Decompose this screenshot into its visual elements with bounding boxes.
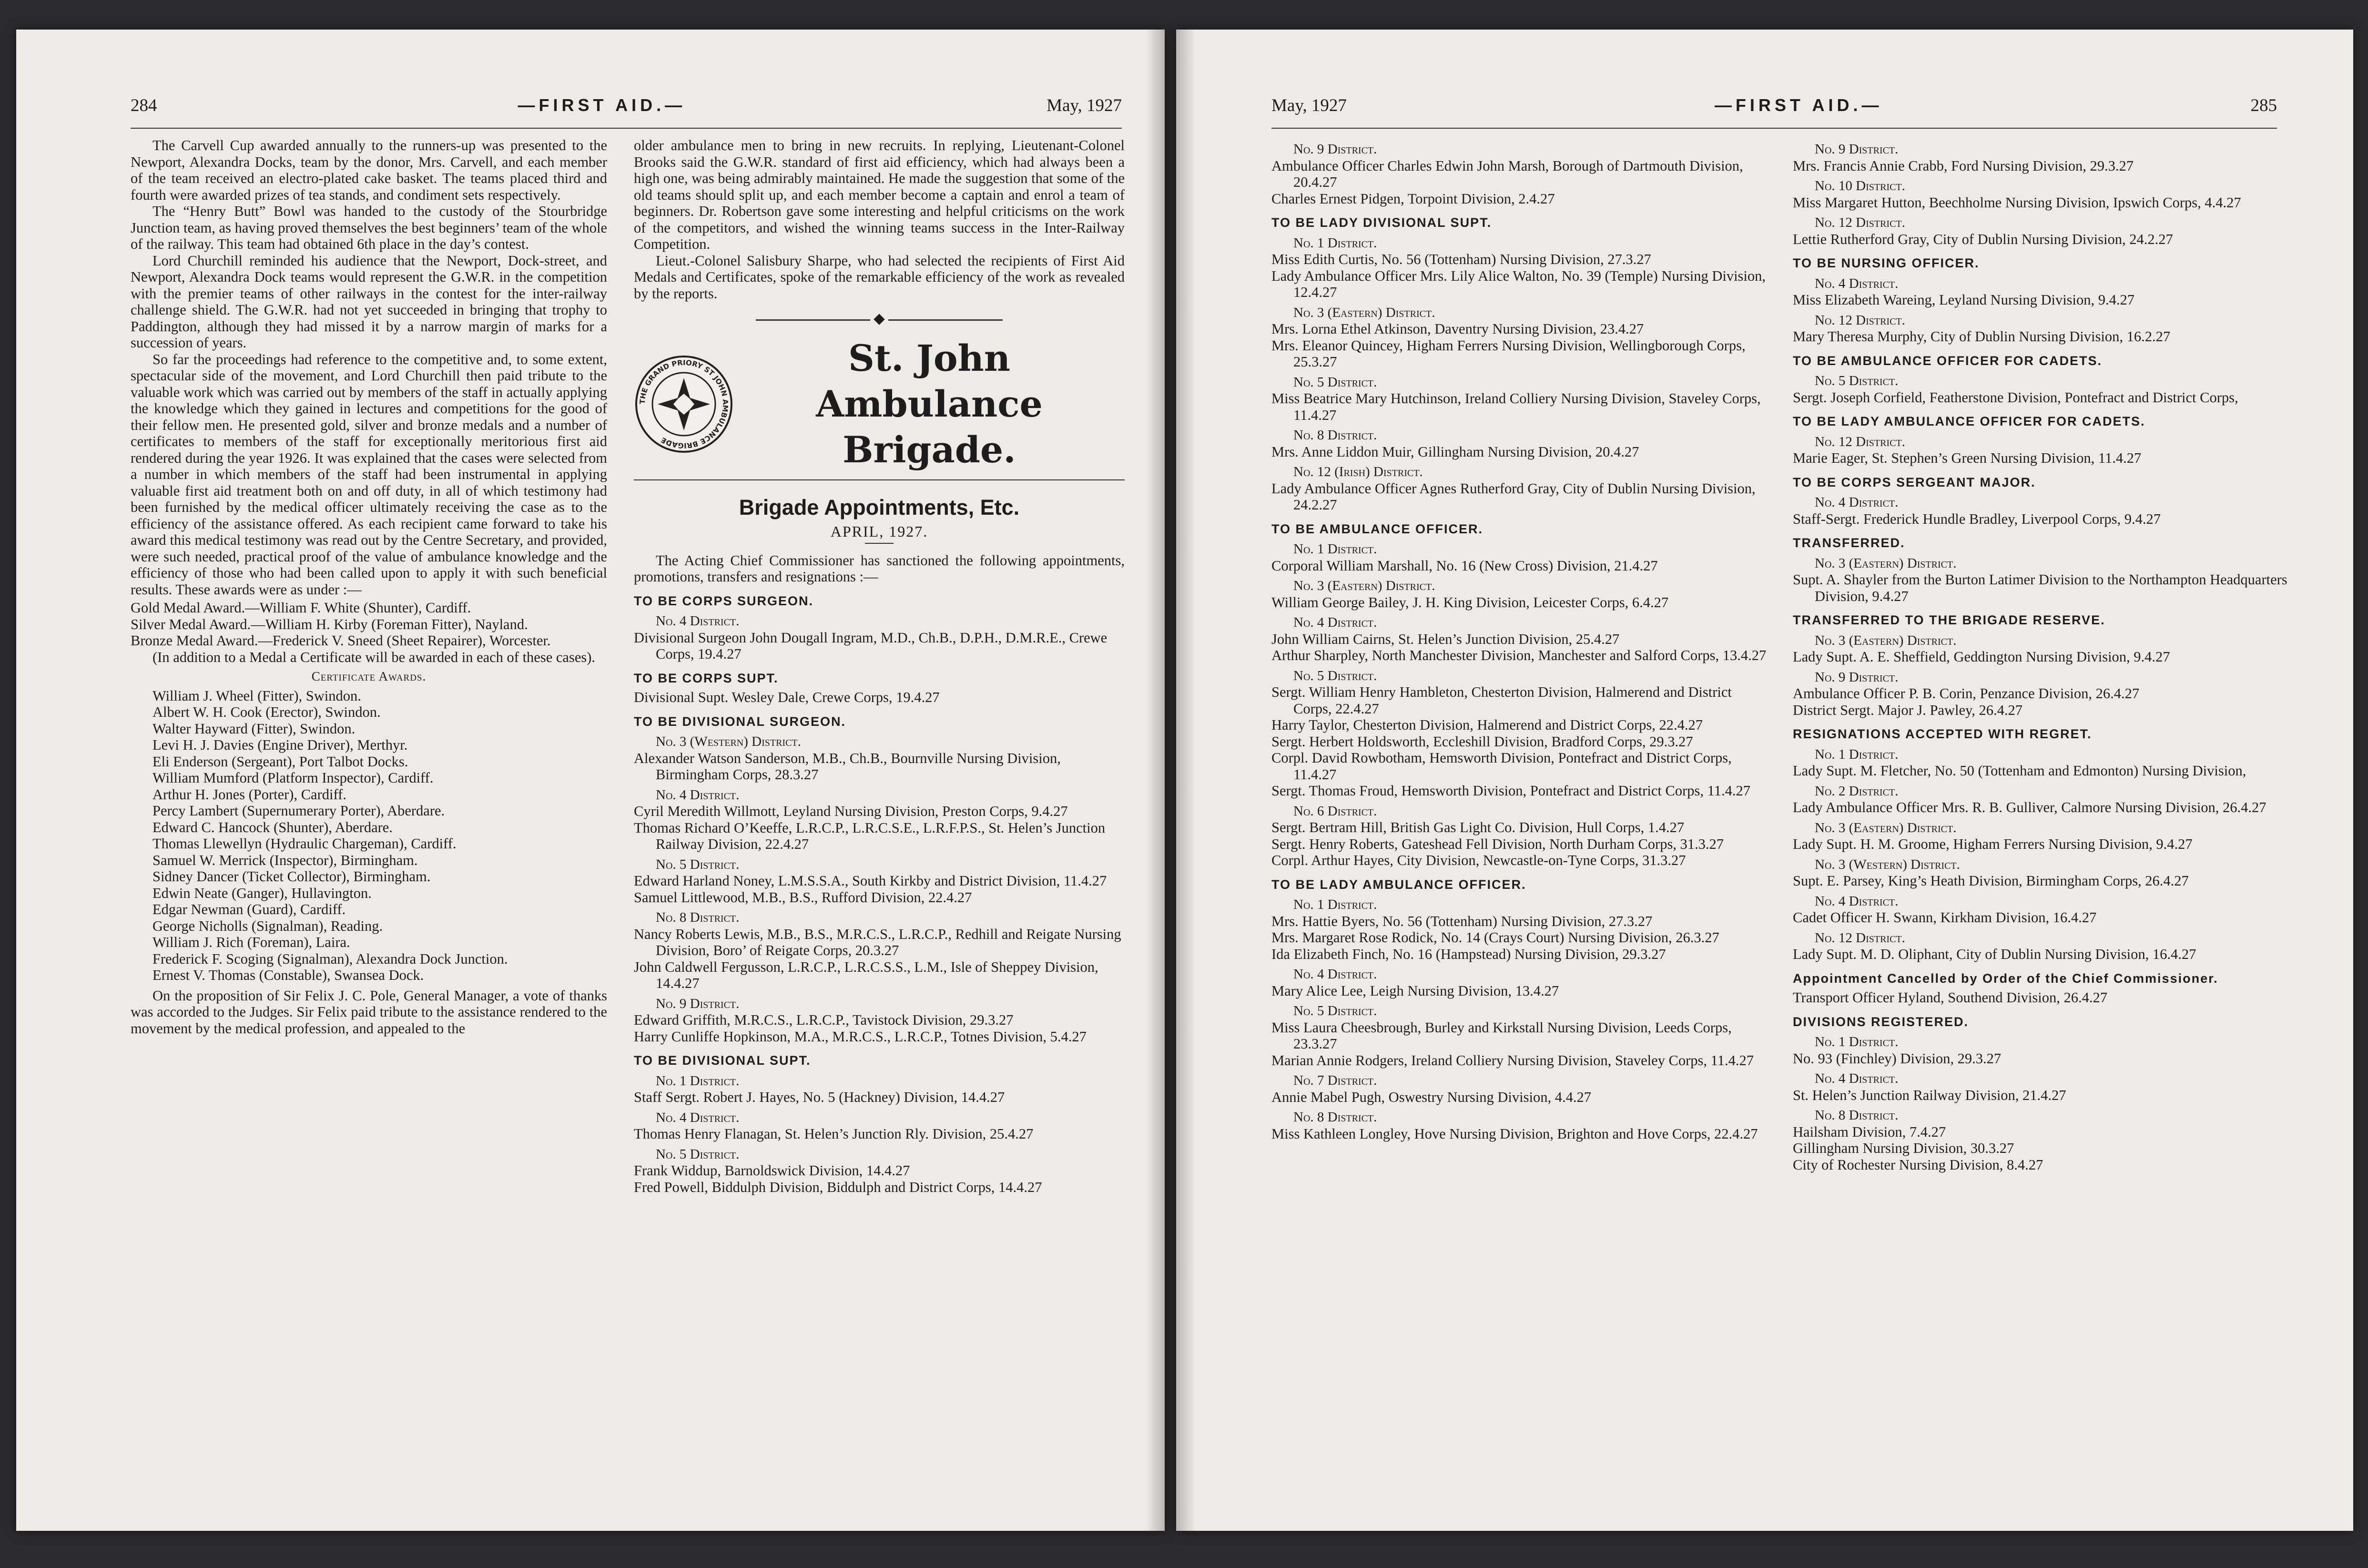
district-label: No. 3 (Western) District. xyxy=(1815,856,1960,872)
appointments-date: APRIL, 1927. xyxy=(830,523,928,540)
district-label: No. 4 District. xyxy=(656,787,740,803)
section-heading: TO BE LADY AMBULANCE OFFICER. xyxy=(1271,877,1526,892)
ornament-divider: ◆ xyxy=(634,310,1125,327)
certificate-item: Percy Lambert (Supernumerary Porter), Aberdare. xyxy=(152,803,445,819)
section-heading: Appointment Cancelled by Order of the Chief Commissioner. xyxy=(1793,971,2218,986)
right-page xyxy=(1176,30,2353,1531)
district-label: No. 6 District. xyxy=(1293,803,1377,819)
appointment-entry: Sergt. Henry Roberts, Gateshead Fell Division, North Durham Corps, 31.3.27 xyxy=(1271,835,1724,852)
appointment-entry: Lady Supt. M. Fletcher, No. 50 (Tottenham and Edmonton) Nursing Division, xyxy=(1793,763,2246,779)
district-label: No. 5 District. xyxy=(1293,668,1377,683)
district-label: No. 9 District. xyxy=(656,996,740,1011)
certificate-item: Samuel W. Merrick (Inspector), Birmingham. xyxy=(152,852,418,868)
appointment-entry: Arthur Sharpley, North Manchester Division, Manchester and Salford Corps, 13.4.27 xyxy=(1271,647,1767,663)
appointment-entry: No. 93 (Finchley) Division, 29.3.27 xyxy=(1793,1050,2002,1067)
running-title: —FIRST AID.— xyxy=(518,95,686,115)
district-label: No. 1 District. xyxy=(656,1073,740,1089)
section-heading: TRANSFERRED TO THE BRIGADE RESERVE. xyxy=(1793,613,2105,627)
note: (In addition to a Medal a Certificate will be awarded in each of these cases). xyxy=(152,649,596,665)
certificate-item: Sidney Dancer (Ticket Collector), Birmingham. xyxy=(152,868,431,885)
brigade-title-line: Brigade. xyxy=(843,428,1016,471)
certificate-item: William J. Wheel (Fitter), Swindon. xyxy=(152,687,361,704)
section-heading: TO BE LADY DIVISIONAL SUPT. xyxy=(1271,215,1492,230)
appointment-entry: Hailsham Division, 7.4.27 xyxy=(1793,1123,1946,1140)
appointment-entry: Harry Taylor, Chesterton Division, Halmerend and District Corps, 22.4.27 xyxy=(1271,717,1703,733)
appointment-entry: Ambulance Officer P. B. Corin, Penzance Division, 26.4.27 xyxy=(1793,685,2140,702)
appointment-entry: John William Cairns, St. Helen’s Junction Division, 25.4.27 xyxy=(1271,631,1620,647)
appointment-entry: Miss Margaret Hutton, Beechholme Nursing Division, Ipswich Corps, 4.4.27 xyxy=(1793,194,2241,211)
paragraph: On the proposition of Sir Felix J. C. Pole, General Manager, a vote of thanks was accorded to the Judges. Sir Felix paid tribute to the assistance rendered to the movement by the medical profession, and appealed to the xyxy=(131,987,607,1037)
left-page xyxy=(16,30,1165,1531)
appointment-entry: Miss Elizabeth Wareing, Leyland Nursing Division, 9.4.27 xyxy=(1793,292,2135,308)
intro-paragraph: The Acting Chief Commissioner has sanctioned the following appointments, promotions, transfers and resignations :— xyxy=(634,552,1125,585)
appointment-entry: Lady Supt. H. M. Groome, Higham Ferrers Nursing Division, 9.4.27 xyxy=(1793,836,2193,852)
appointment-entry: Gillingham Nursing Division, 30.3.27 xyxy=(1793,1140,2014,1156)
left-column-1 xyxy=(131,137,607,1037)
appointment-entry: Thomas Richard O’Keeffe, L.R.C.P., L.R.C.S.E., L.R.F.P.S., St. Helen’s Junction Railway Division, 22.4.27 xyxy=(634,819,1106,852)
appointment-entry: Lady Ambulance Officer Mrs. R. B. Gulliver, Calmore Nursing Division, 26.4.27 xyxy=(1793,799,2266,815)
district-label: No. 9 District. xyxy=(1293,142,1377,157)
appointment-entry: Sergt. Thomas Froud, Hemsworth Division, Pontefract and District Corps, 11.4.27 xyxy=(1271,783,1751,799)
district-label: No. 3 (Eastern) District. xyxy=(1293,305,1435,320)
right-column-2 xyxy=(1793,137,2288,1173)
section-heading: DIVISIONS REGISTERED. xyxy=(1793,1014,1969,1029)
appointment-entry: Supt. A. Shayler from the Burton Latimer Division to the Northampton Headquarters Division, 9.4.27 xyxy=(1793,571,2287,604)
certificate-item: George Nicholls (Signalman), Reading. xyxy=(152,917,383,934)
district-label: No. 5 District. xyxy=(1815,373,1899,388)
district-label: No. 10 District. xyxy=(1815,178,1905,193)
running-header xyxy=(131,95,1122,129)
section-heading: TO BE AMBULANCE OFFICER FOR CADETS. xyxy=(1793,353,2102,368)
section-heading: TO BE CORPS SUPT. xyxy=(634,671,779,685)
appointment-entry: Marian Annie Rodgers, Ireland Colliery Nursing Division, Staveley Corps, 11.4.27 xyxy=(1271,1052,1754,1069)
appointment-entry: City of Rochester Nursing Division, 8.4.27 xyxy=(1793,1156,2043,1173)
certificate-item: Edwin Neate (Ganger), Hullavington. xyxy=(152,885,372,901)
running-header xyxy=(1271,95,2277,129)
award-item: Silver Medal Award.—William H. Kirby (Foreman Fitter), Nayland. xyxy=(131,616,528,632)
appointment-entry: Mary Theresa Murphy, City of Dublin Nursing Division, 16.2.27 xyxy=(1793,328,2171,345)
appointment-entry: Mrs. Anne Liddon Muir, Gillingham Nursing Division, 20.4.27 xyxy=(1271,443,1639,460)
appointment-entry: Corpl. David Rowbotham, Hemsworth Division, Pontefract and District Corps, 11.4.27 xyxy=(1271,750,1732,783)
divider xyxy=(634,479,1125,480)
certificate-item: Levi H. J. Davies (Engine Driver), Merthyr. xyxy=(152,737,408,753)
district-label: No. 4 District. xyxy=(1815,275,1899,291)
appointment-entry: Mary Alice Lee, Leigh Nursing Division, 13.4.27 xyxy=(1271,982,1559,999)
district-label: No. 1 District. xyxy=(1293,541,1377,557)
district-label: No. 12 District. xyxy=(1815,312,1905,328)
district-label: No. 9 District. xyxy=(1815,669,1899,685)
appointment-entry: Lady Ambulance Officer Mrs. Lily Alice Walton, No. 39 (Temple) Nursing Division, 12.4.27 xyxy=(1271,267,1766,300)
certificate-item: Ernest V. Thomas (Constable), Swansea Dock. xyxy=(152,967,424,983)
section-heading: TO BE NURSING OFFICER. xyxy=(1793,256,1980,270)
appointment-entry: Supt. E. Parsey, King’s Heath Division, Birmingham Corps, 26.4.27 xyxy=(1793,873,2189,889)
section-heading: TRANSFERRED. xyxy=(1793,536,1905,550)
appointment-entry: Sergt. Joseph Corfield, Featherstone Division, Pontefract and District Corps, xyxy=(1793,389,2238,406)
district-label: No. 1 District. xyxy=(1293,897,1377,912)
award-item: Gold Medal Award.—William F. White (Shunter), Cardiff. xyxy=(131,600,471,616)
certificate-item: Eli Enderson (Sergeant), Port Talbot Docks. xyxy=(152,753,408,770)
district-label: No. 1 District. xyxy=(1815,746,1899,762)
district-label: No. 5 District. xyxy=(656,856,740,872)
appointment-entry: Corpl. Arthur Hayes, City Division, Newcastle-on-Tyne Corps, 31.3.27 xyxy=(1271,852,1686,868)
district-label: No. 3 (Eastern) District. xyxy=(1815,555,1957,571)
section-heading: RESIGNATIONS ACCEPTED WITH REGRET. xyxy=(1793,727,2092,741)
certificate-item: Walter Hayward (Fitter), Swindon. xyxy=(152,720,356,737)
appointment-entry: Fred Powell, Biddulph Division, Biddulph and District Corps, 14.4.27 xyxy=(634,1179,1042,1195)
divider xyxy=(865,543,894,544)
district-label: No. 12 District. xyxy=(1815,434,1905,449)
appointment-entry: Nancy Roberts Lewis, M.B., B.S., M.R.C.S., L.R.C.P., Redhill and Reigate Nursing Division, Boro’ of Reigate Corps, 20.3.27 xyxy=(634,926,1121,958)
certificate-item: Edgar Newman (Guard), Cardiff. xyxy=(152,901,346,917)
paragraph: So far the proceedings had reference to the competitive and, to some extent, spectacular side of the movement, and Lord Churchill then paid tribute to the valuable work which was carried out by members of the staff in actually applying the knowledge which they gained in lectures and competitions for the good of their fellow men. He presented gold, silver and bronze medals and a number of certificates to members of the staff for exceptionally meritorious first aid rendered during the year 1926. It was explained that the cases were selected from a number in which members of the staff had been instrumental in applying valuable first aid treatment both on and off duty, in all of which testimony had been furnished by the medical officer ultimately receiving the case as to the efficiency of the assistance offered. As each recipient came forward to take his award this medical testimony was read out by the Centre Secretary, and provided, were such needed, practical proof of the value of ambulance knowledge and the efficiency of those who had been called upon to apply it with such beneficial results. These awards were as under :— xyxy=(131,351,607,598)
paragraph: Lieut.-Colonel Salisbury Sharpe, who had selected the recipients of First Aid Medals and Certificates, spoke of the remarkable efficiency of the work as revealed by the reports. xyxy=(634,252,1125,302)
district-label: No. 5 District. xyxy=(1293,374,1377,390)
certificate-item: Edward C. Hancock (Shunter), Aberdare. xyxy=(152,819,393,835)
seal-text: THE GRAND PRIORY ST JOHN AMBULANCE BRIGADE xyxy=(638,358,730,450)
district-label: No. 12 District. xyxy=(1815,930,1905,946)
brigade-masthead xyxy=(634,336,1125,473)
appointment-entry: Annie Mabel Pugh, Oswestry Nursing Division, 4.4.27 xyxy=(1271,1089,1591,1105)
appointment-entry: Samuel Littlewood, M.B., B.S., Rufford Division, 22.4.27 xyxy=(634,889,972,906)
district-label: No. 5 District. xyxy=(656,1146,740,1162)
brigade-title-line: St. John Ambulance xyxy=(816,336,1043,425)
award-list xyxy=(131,600,607,649)
appointment-entry: Staff Sergt. Robert J. Hayes, No. 5 (Hackney) Division, 14.4.27 xyxy=(634,1089,1005,1105)
appointment-entry: Thomas Henry Flanagan, St. Helen’s Junction Rly. Division, 25.4.27 xyxy=(634,1126,1034,1142)
appointment-entry: John Caldwell Fergusson, L.R.C.P., L.R.C.S.S., L.M., Isle of Sheppey Division, 14.4.27 xyxy=(634,958,1098,991)
district-label: No. 4 District. xyxy=(656,1110,740,1125)
district-label: No. 9 District. xyxy=(1815,142,1899,157)
appointment-entry: Cyril Meredith Willmott, Leyland Nursing Division, Preston Corps, 9.4.27 xyxy=(634,803,1068,819)
appointment-entry: Ambulance Officer Charles Edwin John Marsh, Borough of Dartmouth Division, 20.4.27 xyxy=(1271,157,1743,190)
left-column-2 xyxy=(634,137,1125,1195)
appointment-entry: Sergt. William Henry Hambleton, Chesterton Division, Halmerend and District Corps, 22.4.27 xyxy=(1271,684,1732,717)
district-label: No. 8 District. xyxy=(1815,1108,1899,1123)
appointment-entry: Mrs. Lorna Ethel Atkinson, Daventry Nursing Division, 23.4.27 xyxy=(1271,321,1644,337)
appointment-entry: Miss Kathleen Longley, Hove Nursing Division, Brighton and Hove Corps, 22.4.27 xyxy=(1271,1125,1758,1142)
certificate-item: William Mumford (Platform Inspector), Cardiff. xyxy=(152,770,434,786)
appointment-entry: Lettie Rutherford Gray, City of Dublin Nursing Division, 24.2.27 xyxy=(1793,231,2173,247)
page-number: 284 xyxy=(131,96,157,115)
page-number: 285 xyxy=(2250,96,2277,115)
right-column-1 xyxy=(1271,137,1767,1142)
appointment-entry: Miss Beatrice Mary Hutchinson, Ireland Colliery Nursing Division, Staveley Corps, 11.4.27 xyxy=(1271,390,1761,423)
appointment-entry: Staff-Sergt. Frederick Hundle Bradley, Liverpool Corps, 9.4.27 xyxy=(1793,510,2161,527)
section-heading: TO BE AMBULANCE OFFICER. xyxy=(1271,521,1483,536)
appointment-entry: Lady Supt. M. D. Oliphant, City of Dublin Nursing Division, 16.4.27 xyxy=(1793,946,2196,962)
paragraph: older ambulance men to bring in new recruits. In replying, Lieutenant-Colonel Brooks said the G.W.R. standard of first aid efficiency, which had always been a high one, was being admirably maintained. He made the suggestion that some of the old teams should split up, and each member become a captain and enrol a team of beginners. Dr. Robertson gave some interesting and helpful criticisms on the work of the competitors, and wished the winning teams success in the Inter-Railway Competition. xyxy=(634,137,1125,252)
section-heading: TO BE LADY AMBULANCE OFFICER FOR CADETS. xyxy=(1793,414,2145,428)
district-label: No. 1 District. xyxy=(1293,235,1377,251)
district-label: No. 7 District. xyxy=(1293,1073,1377,1088)
appointment-entry: Lady Ambulance Officer Agnes Rutherford Gray, City of Dublin Nursing Division, 24.2.27 xyxy=(1271,480,1756,513)
certificate-list xyxy=(152,688,607,984)
appointments-title: Brigade Appointments, Etc. xyxy=(739,495,1020,519)
certificate-item: William J. Rich (Foreman), Laira. xyxy=(152,934,350,950)
appointment-entry: Frank Widdup, Barnoldswick Division, 14.4.27 xyxy=(634,1162,910,1179)
section-heading: TO BE DIVISIONAL SUPT. xyxy=(634,1053,811,1068)
appointment-entry: Transport Officer Hyland, Southend Division, 26.4.27 xyxy=(1793,989,2107,1006)
appointment-entry: Sergt. Herbert Holdsworth, Eccleshill Division, Bradford Corps, 29.3.27 xyxy=(1271,733,1693,750)
district-label: No. 2 District. xyxy=(1815,783,1899,799)
section-heading: TO BE CORPS SURGEON. xyxy=(634,593,814,608)
district-label: No. 12 (Irish) District. xyxy=(1293,464,1423,479)
appointment-entry: Divisional Surgeon John Dougall Ingram, M.D., Ch.B., D.P.H., D.M.R.E., Crewe Corps, 19.4.27 xyxy=(634,629,1108,662)
appointment-entry: Divisional Supt. Wesley Dale, Crewe Corps, 19.4.27 xyxy=(634,689,940,705)
appointment-entry: Harry Cunliffe Hopkinson, M.A., M.R.C.S., L.R.C.P., Totnes Division, 5.4.27 xyxy=(634,1028,1087,1045)
district-label: No. 8 District. xyxy=(1293,428,1377,443)
certificate-heading: Certificate Awards. xyxy=(311,669,427,683)
appointment-entry: Mrs. Francis Annie Crabb, Ford Nursing Division, 29.3.27 xyxy=(1793,157,2134,174)
appointment-entry: Edward Griffith, M.R.C.S., L.R.C.P., Tavistock Division, 29.3.27 xyxy=(634,1012,1014,1028)
appointment-entry: Edward Harland Noney, L.M.S.S.A., South Kirkby and District Division, 11.4.27 xyxy=(634,873,1107,889)
gutter-shadow xyxy=(1146,30,1165,1531)
paragraph: The Carvell Cup awarded annually to the runners-up was presented to the Newport, Alexandra Docks, team by the donor, Mrs. Carvell, and each member of the team received an electro-plated cake basket. The teams placed third and fourth were awarded prizes of tea stands, and condiment sets respectively. xyxy=(131,137,607,203)
district-label: No. 4 District. xyxy=(1293,967,1377,982)
appointment-sections xyxy=(634,593,1125,1196)
appointment-entry: Mrs. Hattie Byers, No. 56 (Tottenham) Nursing Division, 27.3.27 xyxy=(1271,913,1653,929)
district-label: No. 3 (Eastern) District. xyxy=(1815,632,1957,648)
issue-date: May, 1927 xyxy=(1271,96,1347,115)
certificate-item: Frederick F. Scoging (Signalman), Alexandra Dock Junction. xyxy=(152,950,508,967)
appointment-entry: Ida Elizabeth Finch, No. 16 (Hampstead) Nursing Division, 29.3.27 xyxy=(1271,946,1666,962)
award-item: Bronze Medal Award.—Frederick V. Sneed (Sheet Repairer), Worcester. xyxy=(131,632,551,649)
district-label: No. 5 District. xyxy=(1293,1003,1377,1018)
district-label: No. 3 (Eastern) District. xyxy=(1815,820,1957,835)
district-label: No. 12 District. xyxy=(1815,215,1905,230)
appointment-entry: Cadet Officer H. Swann, Kirkham Division, 16.4.27 xyxy=(1793,909,2097,926)
appointment-entry: Miss Laura Cheesbrough, Burley and Kirkstall Nursing Division, Leeds Corps, 23.3.27 xyxy=(1271,1019,1732,1052)
appointment-entry: William George Bailey, J. H. King Division, Leicester Corps, 6.4.27 xyxy=(1271,594,1669,611)
district-label: No. 4 District. xyxy=(1815,893,1899,909)
district-label: No. 1 District. xyxy=(1815,1034,1899,1049)
district-label: No. 8 District. xyxy=(656,910,740,925)
district-label: No. 4 District. xyxy=(1293,615,1377,630)
district-label: No. 4 District. xyxy=(656,613,740,629)
appointment-entry: Sergt. Bertram Hill, British Gas Light Co. Division, Hull Corps, 1.4.27 xyxy=(1271,819,1685,835)
appointment-entry: Miss Edith Curtis, No. 56 (Tottenham) Nursing Division, 27.3.27 xyxy=(1271,251,1651,267)
running-title: —FIRST AID.— xyxy=(1714,95,1883,115)
certificate-item: Arthur H. Jones (Porter), Cardiff. xyxy=(152,786,346,803)
paragraph: The “Henry Butt” Bowl was handed to the custody of the Stourbridge Junction team, as having proved themselves the best beginners’ team of the whole of the railway. This team had obtained 6th place in the day’s contest. xyxy=(131,203,607,252)
section-heading: TO BE CORPS SERGEANT MAJOR. xyxy=(1793,475,2036,489)
section-heading: TO BE DIVISIONAL SURGEON. xyxy=(634,714,846,729)
appointment-entry: District Sergt. Major J. Pawley, 26.4.27 xyxy=(1793,702,2023,718)
appointment-entry: St. Helen’s Junction Railway Division, 21.4.27 xyxy=(1793,1087,2066,1103)
appointment-entry: Charles Ernest Pidgen, Torpoint Division, 2.4.27 xyxy=(1271,190,1555,207)
brigade-title xyxy=(734,336,1125,473)
appointment-entry: Marie Eager, St. Stephen’s Green Nursing Division, 11.4.27 xyxy=(1793,450,2142,466)
appointment-entry: Corporal William Marshall, No. 16 (New Cross) Division, 21.4.27 xyxy=(1271,557,1658,574)
appointment-entry: Lady Supt. A. E. Sheffield, Geddington Nursing Division, 9.4.27 xyxy=(1793,649,2170,665)
appointment-entry: Alexander Watson Sanderson, M.B., Ch.B., Bournville Nursing Division, Birmingham Corps, 28.3.27 xyxy=(634,750,1061,783)
district-label: No. 4 District. xyxy=(1815,495,1899,510)
appointment-entry: Mrs. Eleanor Quincey, Higham Ferrers Nursing Division, Wellingborough Corps, 25.3.27 xyxy=(1271,337,1746,370)
district-label: No. 8 District. xyxy=(1293,1110,1377,1125)
certificate-item: Albert W. H. Cook (Erector), Swindon. xyxy=(152,704,381,720)
district-label: No. 3 (Eastern) District. xyxy=(1293,578,1435,593)
st-john-seal-icon xyxy=(634,354,734,454)
appointment-entry: Mrs. Margaret Rose Rodick, No. 14 (Crays Court) Nursing Division, 26.3.27 xyxy=(1271,929,1719,946)
certificate-item: Thomas Llewellyn (Hydraulic Chargeman), Cardiff. xyxy=(152,835,457,852)
district-label: No. 4 District. xyxy=(1815,1071,1899,1086)
paragraph: Lord Churchill reminded his audience that the Newport, Dock-street, and Newport, Alexandra Dock teams would represent the G.W.R. in the competition with the premier teams of other railways in the contest for the inter-railway challenge shield. The G.W.R. had not yet succeeded in bringing that trophy to Paddington, although they had missed it by a narrow margin of marks for a succession of years. xyxy=(131,252,607,351)
gutter-shadow xyxy=(1176,30,1195,1531)
district-label: No. 3 (Western) District. xyxy=(656,734,801,749)
issue-date: May, 1927 xyxy=(1047,96,1122,115)
